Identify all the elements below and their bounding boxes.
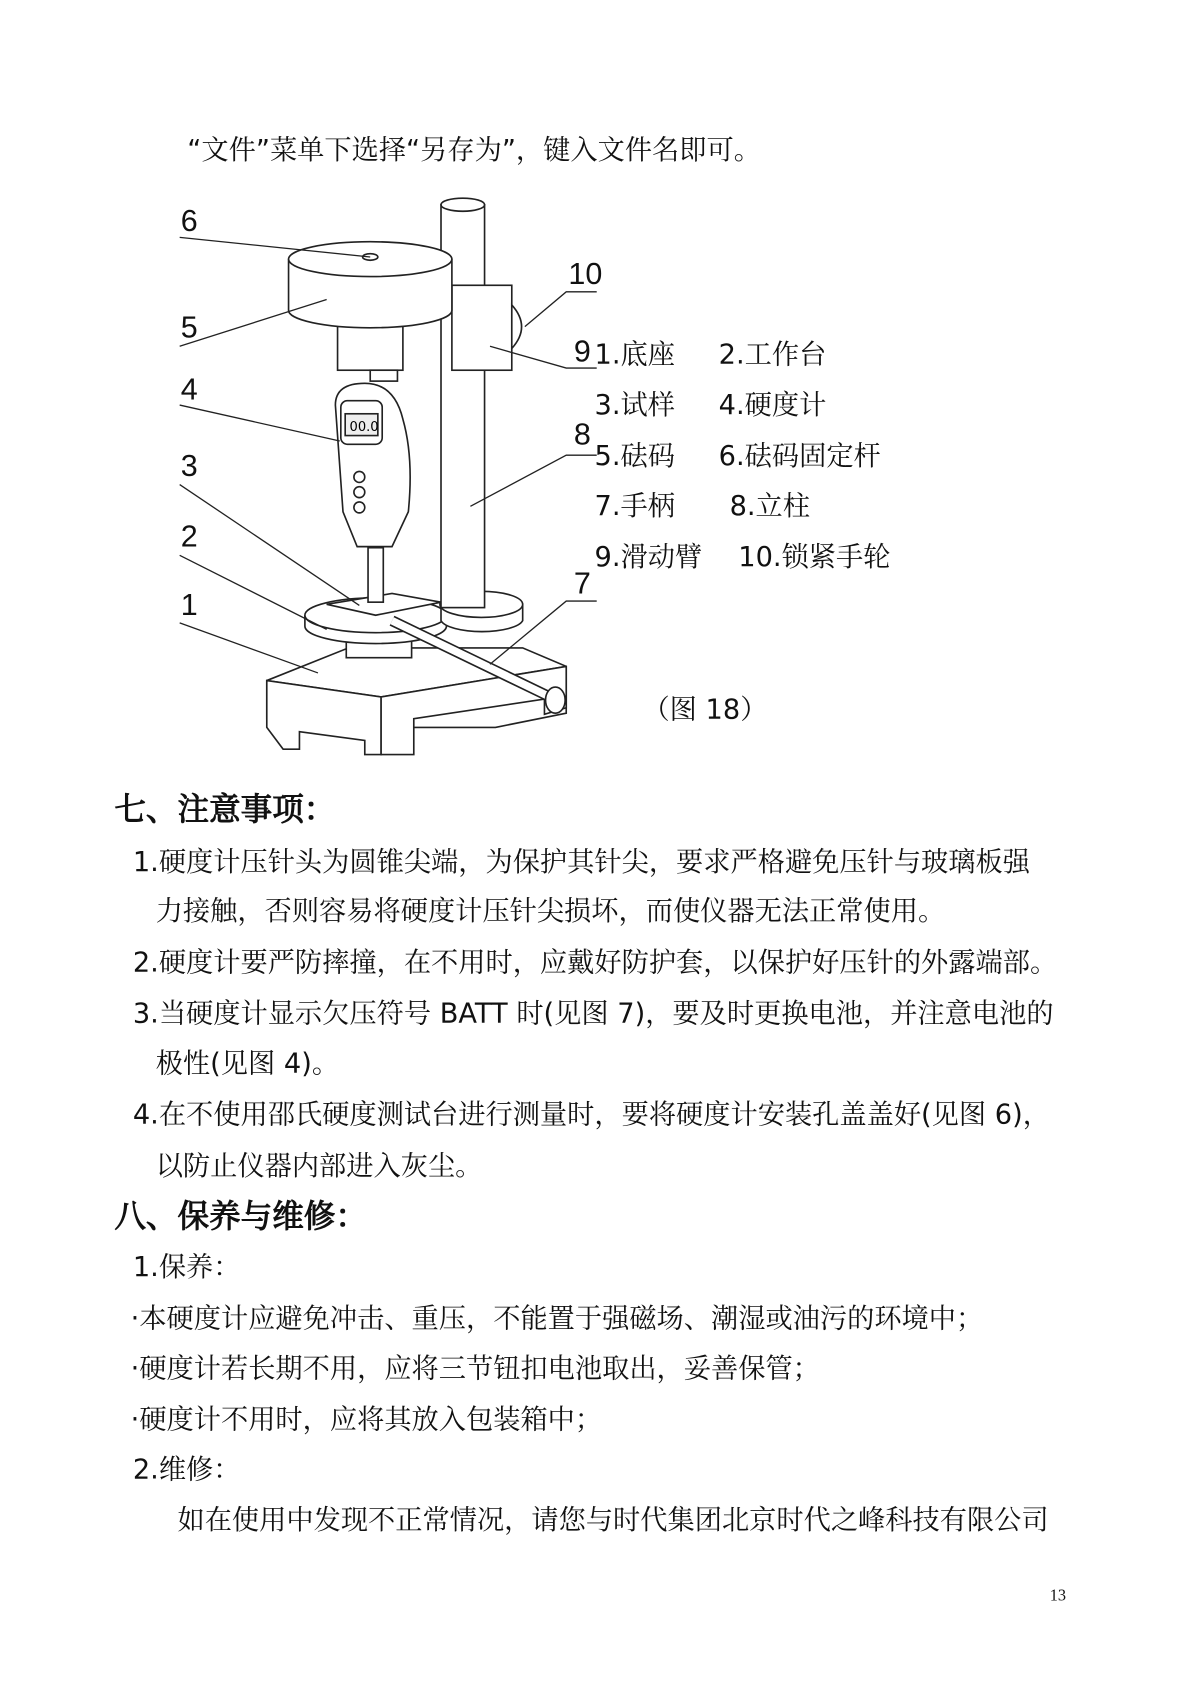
callout-5: 5 xyxy=(180,310,198,345)
callout-3: 3 xyxy=(180,448,198,483)
figure-caption: （图 18） xyxy=(642,693,768,726)
base-drawing xyxy=(267,648,566,755)
callout-1: 1 xyxy=(180,588,198,622)
section-7-line: 1.硬度计压针头为圆锥尖端，为保护其针尖，要求严格避免压针与玻璃板强 xyxy=(132,846,1030,878)
legend-item: 6.砝码固定杆 xyxy=(718,439,881,472)
section-8-heading: 八、保养与维修： xyxy=(114,1197,367,1235)
section-7-line: 3.当硬度计显示欠压符号 BATT 时(见图 7)，要及时更换电池，并注意电池的 xyxy=(132,997,1054,1030)
section-7-line: 4.在不使用邵氏硬度测试台进行测量时，要将硬度计安装孔盖盖好(见图 6)， xyxy=(132,1098,1050,1131)
maintenance-subheading: 1.保养： xyxy=(132,1251,241,1283)
callout-4: 4 xyxy=(180,372,198,407)
section-7-heading: 七、注意事项： xyxy=(114,790,336,828)
gauge-display-reading: 00.0 xyxy=(349,420,379,436)
section-7-line: 以防止仪器内部进入灰尘。 xyxy=(155,1149,483,1182)
callout-10: 10 xyxy=(568,256,603,291)
legend-item: 3.试样 xyxy=(594,388,675,421)
weight-drawing xyxy=(289,242,452,328)
legend-item: 9.滑动臂 xyxy=(594,541,703,573)
callout-7: 7 xyxy=(573,566,591,600)
durometer-drawing xyxy=(335,383,410,602)
section-7-line: 2.硬度计要严防摔撞，在不用时，应戴好防护套，以保护好压针的外露端部。 xyxy=(132,946,1058,978)
callout-6: 6 xyxy=(180,203,198,238)
callout-2: 2 xyxy=(180,519,198,554)
callout-8: 8 xyxy=(573,417,591,451)
legend-item: 5.砝码 xyxy=(594,439,675,472)
legend-item: 10.锁紧手轮 xyxy=(738,541,891,573)
repair-text: 如在使用中发现不正常情况，请您与时代集团北京时代之峰科技有限公司 xyxy=(177,1503,1049,1536)
maintenance-bullet: ·硬度计不用时，应将其放入包装箱中； xyxy=(130,1403,603,1436)
legend-item: 1.底座 xyxy=(594,338,675,371)
page-number: 13 xyxy=(1049,1587,1067,1606)
legend-item: 8.立柱 xyxy=(729,490,810,522)
maintenance-bullet: ·本硬度计应避免冲击、重压，不能置于强磁场、潮湿或油污的环境中； xyxy=(130,1302,984,1334)
maintenance-bullet: ·硬度计若长期不用，应将三节钮扣电池取出，妥善保管； xyxy=(130,1352,820,1384)
legend-item: 7.手柄 xyxy=(594,490,675,522)
legend-item: 2.工作台 xyxy=(718,338,827,371)
callout-9: 9 xyxy=(573,334,591,369)
section-7-line: 极性(见图 4)。 xyxy=(155,1047,340,1080)
section-7-line: 力接触，否则容易将硬度计压针尖损坏，而使仪器无法正常使用。 xyxy=(155,895,946,927)
repair-subheading: 2.维修： xyxy=(132,1453,241,1486)
intro-line: “文件”菜单下选择“另存为”，键入文件名即可。 xyxy=(187,133,761,166)
legend-item: 4.硬度计 xyxy=(718,388,827,421)
